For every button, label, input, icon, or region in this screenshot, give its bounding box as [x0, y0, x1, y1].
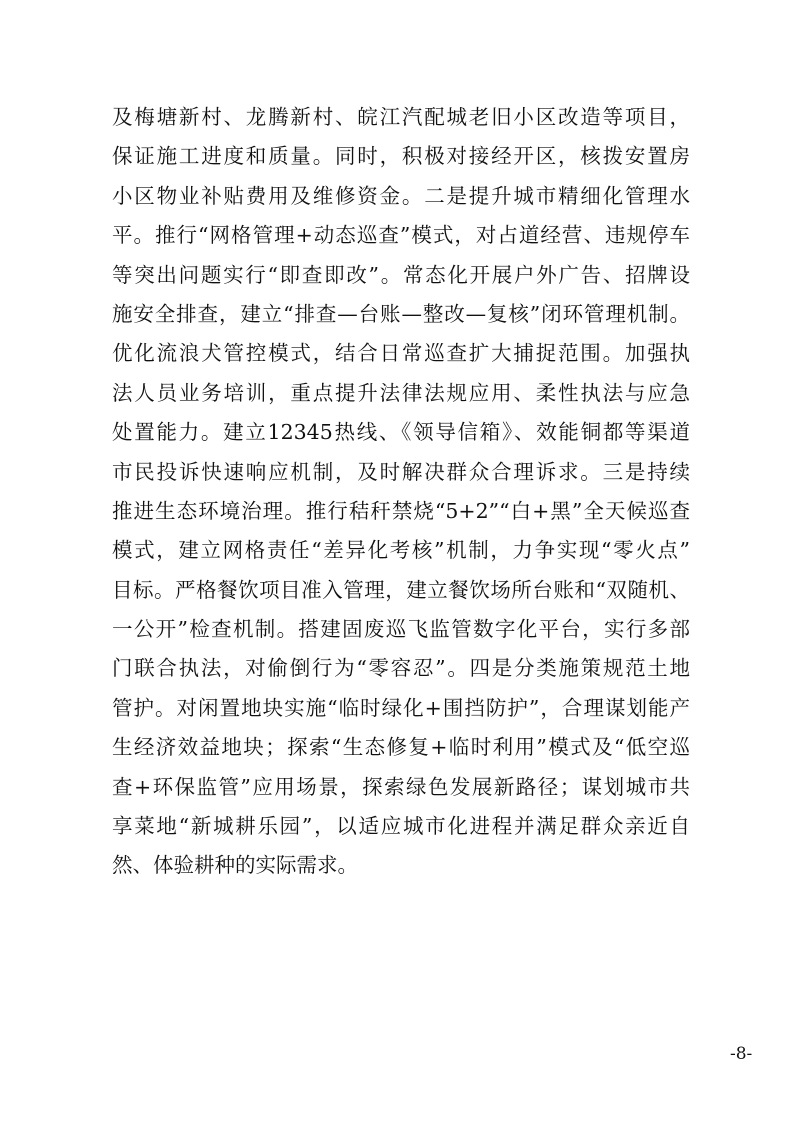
text-line: 及梅塘新村、龙腾新村、皖江汽配城老旧小区改造等项目， [112, 105, 690, 129]
page-number: -8- [730, 1044, 753, 1064]
text-line: 施安全排查，建立“排查—台账—整改—复核”闭环管理机制。 [112, 301, 690, 326]
text-line: 平。推行“网格管理+动态巡查”模式，对占道经营、违规停车 [112, 223, 690, 248]
text-line: 然、体验耕种的实际需求。 [112, 853, 358, 878]
text-line: 目标。严格餐饮项目准入管理，建立餐饮场所台账和“双随机、 [112, 577, 690, 602]
text-line: 一公开”检查机制。搭建固废巡飞监管数字化平台，实行多部 [112, 617, 690, 642]
text-line: 优化流浪犬管控模式，结合日常巡查扩大捕捉范围。加强执 [112, 341, 690, 366]
text-line: 享菜地“新城耕乐园”，以适应城市化进程并满足群众亲近自 [112, 814, 690, 839]
text-line: 小区物业补贴费用及维修资金。二是提升城市精细化管理水 [112, 183, 690, 208]
text-line: 保证施工进度和质量。同时，积极对接经开区，核拨安置房 [112, 144, 690, 169]
text-line: 处置能力。建立12345热线、《领导信箱》、效能铜都等渠道 [112, 420, 690, 445]
text-line: 推进生态环境治理。推行秸秆禁烧“5+2”“白+黑”全天候巡查 [112, 498, 690, 523]
text-line: 生经济效益地块；探索“生态修复+临时利用”模式及“低空巡 [112, 735, 690, 760]
text-line: 模式，建立网格责任“差异化考核”机制，力争实现“零火点” [112, 538, 690, 563]
text-line: 法人员业务培训，重点提升法律法规应用、柔性执法与应急 [112, 380, 690, 405]
text-line: 等突出问题实行“即查即改”。常态化开展户外广告、招牌设 [112, 262, 690, 287]
body-paragraph [112, 98, 690, 886]
text-line: 市民投诉快速响应机制，及时解决群众合理诉求。三是持续 [112, 459, 690, 484]
text-line: 管护。对闲置地块实施“临时绿化+围挡防护”，合理谋划能产 [112, 695, 690, 720]
text-line: 查+环保监管”应用场景，探索绿色发展新路径；谋划城市共 [112, 774, 690, 799]
text-line: 门联合执法，对偷倒行为“零容忍”。四是分类施策规范土地 [112, 656, 690, 681]
